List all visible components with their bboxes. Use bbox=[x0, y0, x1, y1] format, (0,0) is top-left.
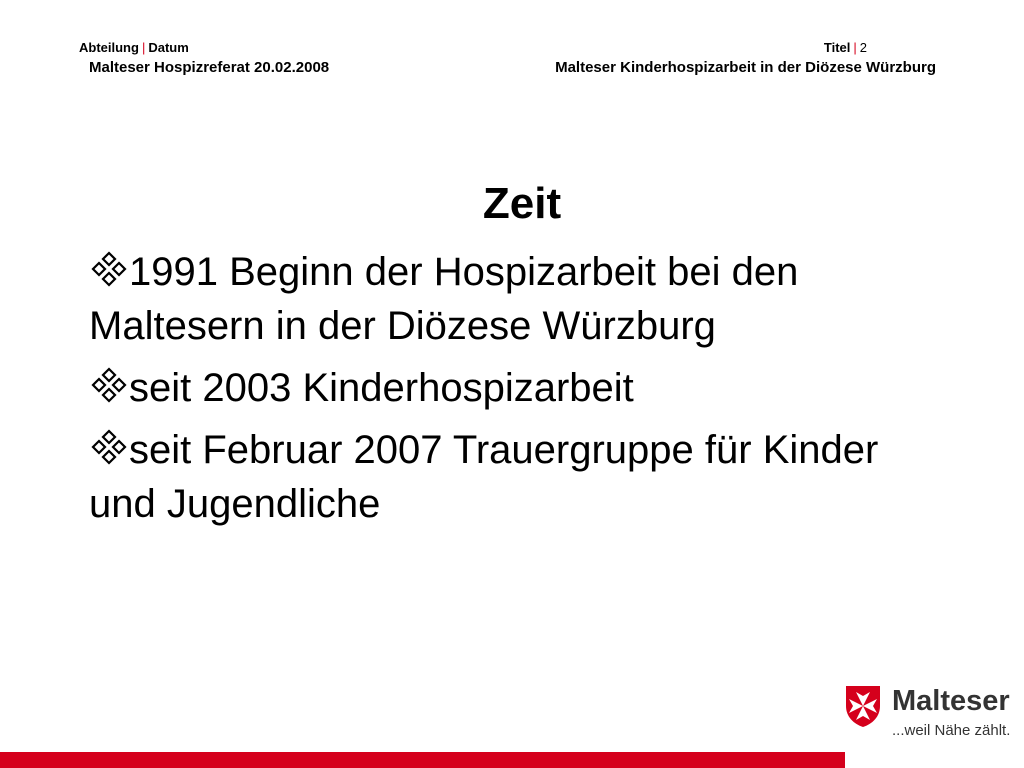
bullet-item bbox=[89, 423, 949, 531]
slide-title: Zeit bbox=[482, 179, 562, 228]
bullet-list bbox=[89, 245, 949, 539]
bullet-item bbox=[89, 245, 949, 353]
footer-accent-bar bbox=[0, 752, 845, 768]
malteser-logo bbox=[844, 684, 1014, 744]
department-label: Abteilung bbox=[79, 40, 139, 55]
bullet-text: seit Februar 2007 Trauergruppe für Kinder und Jugendliche bbox=[89, 428, 879, 526]
bullet-item bbox=[89, 361, 949, 415]
four-diamond-icon bbox=[89, 365, 129, 405]
four-diamond-icon bbox=[89, 249, 129, 289]
department-date-label bbox=[79, 40, 189, 56]
logo-name: Malteser bbox=[892, 685, 1010, 717]
title-page-label bbox=[824, 40, 867, 56]
department-date-value: Malteser Hospizreferat 20.02.2008 bbox=[89, 59, 330, 76]
page-number: 2 bbox=[859, 40, 867, 55]
four-diamond-icon bbox=[89, 427, 129, 467]
title-label: Titel bbox=[823, 40, 851, 55]
bullet-text: seit 2003 Kinderhospizarbeit bbox=[129, 366, 634, 410]
presentation-title: Malteser Kinderhospizarbeit in der Diözese Würzburg bbox=[555, 59, 936, 76]
logo-tagline: ...weil Nähe zählt. bbox=[892, 722, 1011, 739]
maltese-cross-shield-icon bbox=[844, 684, 882, 728]
bullet-text: 1991 Beginn der Hospizarbeit bei den Maltesern in der Diözese Würzburg bbox=[89, 250, 799, 348]
date-label: Datum bbox=[148, 40, 189, 55]
separator: | bbox=[853, 40, 857, 55]
separator: | bbox=[141, 40, 146, 55]
